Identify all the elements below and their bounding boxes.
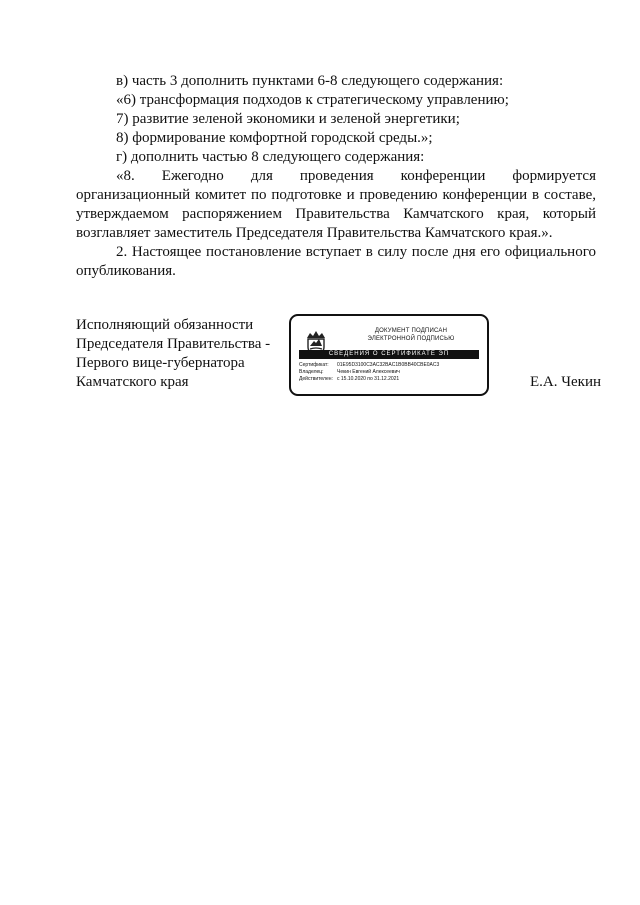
electronic-signature-stamp	[289, 314, 489, 396]
certificate-row	[299, 362, 481, 369]
signatory-position-line: Председателя Правительства -	[76, 336, 271, 352]
signatory-position-line: Камчатского края	[76, 374, 189, 390]
owner-row	[299, 369, 481, 376]
stamp-heading-line: ЭЛЕКТРОННОЙ ПОДПИСЬЮ	[367, 336, 455, 342]
signatory-name: Е.А. Чекин	[530, 374, 601, 390]
stamp-heading	[341, 327, 481, 343]
certificate-details	[299, 362, 481, 383]
owner-value: Чекин Евгений Алексеевич	[337, 369, 400, 375]
signatory-position-line: Исполняющий обязанности	[76, 317, 254, 333]
stamp-heading-line: ДОКУМЕНТ ПОДПИСАН	[374, 328, 448, 334]
paragraph-effective-date: 2. Настоящее постановление вступает в силу после дня его официального опубликования.	[76, 244, 596, 279]
paragraph-part-8: «8. Ежегодно для проведения конференции формируется организационный комитет по подготовке и проведению конференции в составе, утверждаемом распоряжением Правительства Камчатского края, который возглавляет заместитель Председателя Правительства Камчатского края.».	[76, 168, 596, 241]
validity-row	[299, 376, 481, 383]
paragraph-item-g: г) дополнить частью 8 следующего содержания:	[116, 149, 425, 165]
paragraph-point-8: 8) формирование комфортной городской среды.»;	[116, 130, 433, 146]
paragraph-point-7: 7) развитие зеленой экономики и зеленой энергетики;	[116, 111, 460, 127]
document-body	[76, 72, 596, 281]
certificate-info-bar: СВЕДЕНИЯ О СЕРТИФИКАТЕ ЭП	[299, 350, 479, 359]
signatory-position-line: Первого вице-губернатора	[76, 355, 245, 371]
certificate-value: 01E95D3100C3AC32BAC1B0BB40CBE0AC3	[337, 362, 440, 368]
owner-label: Владелец:	[299, 369, 324, 375]
certificate-label: Сертификат:	[299, 362, 329, 368]
validity-label: Действителен:	[299, 376, 333, 382]
signatory-position	[76, 316, 296, 392]
validity-value: с 15.10.2020 по 31.12.2021	[337, 376, 400, 382]
paragraph-item-v: в) часть 3 дополнить пунктами 6-8 следующего содержания:	[116, 73, 504, 89]
paragraph-point-6: «6) трансформация подходов к стратегическому управлению;	[116, 92, 509, 108]
